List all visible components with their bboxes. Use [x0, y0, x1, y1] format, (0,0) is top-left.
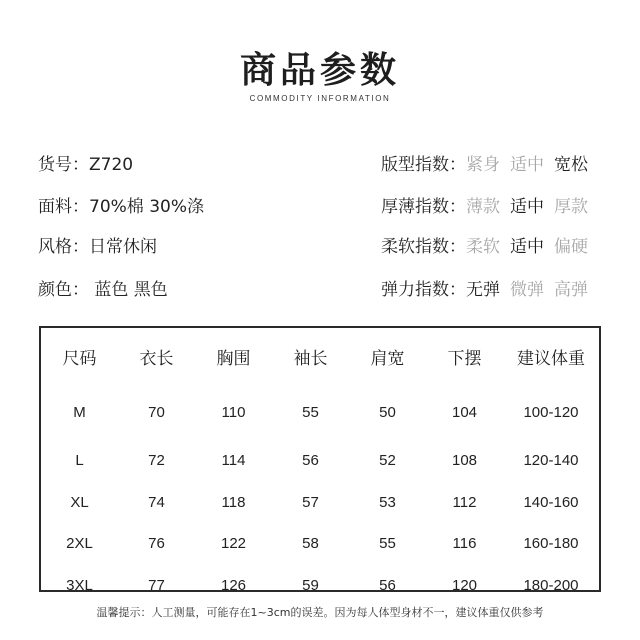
- index-option: 紧身: [466, 155, 500, 175]
- table-cell: 50: [379, 403, 396, 421]
- index-option: 无弹: [466, 280, 500, 300]
- spec-item-style: [38, 232, 157, 257]
- table-cell: 104: [451, 403, 478, 421]
- elasticity-index: [381, 275, 598, 300]
- softness-index: [381, 232, 598, 257]
- column-header: 胸围: [216, 348, 251, 369]
- spec-label: 风格：: [38, 237, 89, 257]
- spec-value: 日常休闲: [89, 237, 157, 257]
- table-cell: 2XL: [66, 535, 93, 553]
- column-header: 建议体重: [517, 348, 585, 369]
- column-header: 尺码: [62, 348, 97, 369]
- table-cell: XL: [70, 493, 89, 511]
- table-header-row: [41, 328, 599, 384]
- table-row: [41, 523, 599, 565]
- index-label: 弹力指数：: [381, 280, 466, 300]
- spec-item-fabric: [38, 192, 204, 217]
- table-cell: 72: [148, 452, 165, 470]
- page-title: 商品参数: [239, 50, 400, 91]
- index-option: 厚款: [554, 197, 588, 217]
- column-header: 肩宽: [370, 348, 405, 369]
- table-cell: 118: [221, 493, 246, 511]
- table-cell: 114: [221, 452, 246, 470]
- table-cell: 116: [452, 535, 477, 553]
- table-cell: 112: [452, 493, 477, 511]
- size-table: [41, 328, 599, 606]
- table-cell: 70: [148, 403, 165, 421]
- spec-label: 颜色：: [38, 280, 89, 300]
- table-cell: 53: [379, 493, 396, 511]
- table-cell: 126: [220, 576, 247, 594]
- table-row: [41, 482, 599, 524]
- page-subtitle: COMMODITY INFORMATION: [249, 94, 391, 103]
- table-cell: 56: [302, 452, 319, 470]
- measurement-note: 温馨提示：人工测量，可能存在1~3cm的误差。因为每人体型身材不一，建议体重仅供参考: [96, 606, 544, 619]
- spec-item-color: [38, 275, 168, 300]
- table-cell: 52: [379, 452, 396, 470]
- column-header: 下摆: [447, 348, 482, 369]
- table-cell: 120: [451, 576, 478, 594]
- spec-item-number: [38, 150, 133, 175]
- thickness-index: [381, 192, 598, 217]
- table-cell: 180-200: [523, 576, 579, 594]
- table-row: [41, 440, 599, 482]
- table-cell: 57: [302, 493, 319, 511]
- spec-value: 蓝色 黑色: [89, 280, 168, 300]
- column-header: 衣长: [139, 348, 174, 369]
- index-label: 厚薄指数：: [381, 197, 466, 217]
- table-cell: 55: [379, 535, 396, 553]
- index-option: 偏硬: [554, 237, 588, 257]
- table-cell: 110: [221, 403, 246, 421]
- table-cell: 59: [302, 576, 319, 594]
- index-option: 适中: [510, 197, 544, 217]
- table-cell: 58: [302, 535, 319, 553]
- index-option: 薄款: [466, 197, 500, 217]
- index-option: 适中: [510, 237, 544, 257]
- table-row: [41, 384, 599, 440]
- table-cell: 122: [220, 535, 247, 553]
- index-option: 高弹: [554, 280, 588, 300]
- table-cell: 76: [148, 535, 165, 553]
- table-cell: M: [73, 403, 86, 421]
- table-cell: L: [75, 452, 84, 470]
- column-header: 袖长: [293, 348, 328, 369]
- index-label: 柔软指数：: [381, 237, 466, 257]
- spec-value: 70%棉 30%涤: [89, 197, 204, 217]
- fit-index: [381, 150, 598, 175]
- spec-label: 面料：: [38, 197, 89, 217]
- table-cell: 77: [148, 576, 165, 594]
- table-cell: 160-180: [523, 535, 579, 553]
- index-option: 适中: [510, 155, 544, 175]
- table-cell: 74: [148, 493, 165, 511]
- table-cell: 55: [302, 403, 319, 421]
- spec-value: Z720: [89, 155, 134, 175]
- index-option: 宽松: [554, 155, 588, 175]
- table-row: [41, 565, 599, 607]
- table-cell: 3XL: [66, 576, 93, 594]
- index-label: 版型指数：: [381, 155, 466, 175]
- index-option: 柔软: [466, 237, 500, 257]
- size-chart: [39, 326, 601, 592]
- table-cell: 140-160: [523, 493, 579, 511]
- index-option: 微弹: [510, 280, 544, 300]
- table-cell: 120-140: [523, 452, 579, 470]
- table-cell: 100-120: [523, 403, 579, 421]
- table-cell: 56: [379, 576, 396, 594]
- spec-label: 货号：: [38, 155, 89, 175]
- table-cell: 108: [451, 452, 478, 470]
